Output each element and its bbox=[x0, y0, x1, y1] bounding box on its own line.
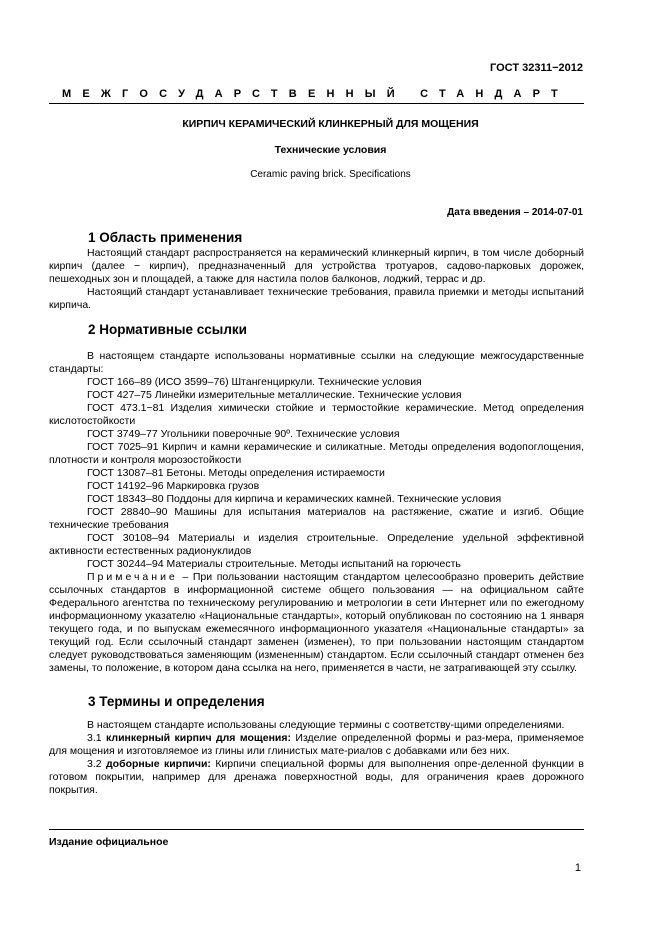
section-heading-references: 2 Нормативные ссылки bbox=[88, 322, 247, 337]
reference-item: ГОСТ 3749–77 Угольники поверочные 90º. Технические условия bbox=[87, 428, 400, 440]
reference-item: ГОСТ 14192–96 Маркировка грузов bbox=[87, 480, 260, 492]
reference-item: ГОСТ 28840–90 Машины для испытания материалов на растяжение, сжатие и изгиб. Общие технические требования bbox=[49, 506, 584, 531]
date-dash: – bbox=[523, 207, 530, 218]
document-title: КИРПИЧ КЕРАМИЧЕСКИЙ КЛИНКЕРНЫЙ ДЛЯ МОЩЕНИЯ bbox=[182, 118, 479, 130]
introduction-date bbox=[447, 207, 583, 218]
document-subtitle: Технические условия bbox=[274, 144, 387, 156]
footer-divider bbox=[49, 829, 584, 830]
term-definition bbox=[49, 732, 584, 758]
term-definition bbox=[49, 758, 584, 797]
edition-label: Издание официальное bbox=[49, 836, 169, 848]
document-code: ГОСТ 32311−2012 bbox=[490, 62, 583, 74]
reference-item: ГОСТ 30108–94 Материалы и изделия строительные. Определение удельной эффективной активности естественных радионуклидов bbox=[49, 532, 584, 557]
note-text: – При пользовании настоящим стандартом целесообразно проверить действие ссылочных стандартов в информационной системе общего пользования — на официальном сайте Федерального агентства по техническому регулированию и метрологии в сети Интернет или по ежегодному информационному указателю «Национальные стандарты», который опубликован по состоянию на 1 января текущего года, и по выпускам ежемесячного информационного указателя «Национальные стандарты» за текущий год. Если ссылочный стандарт заменен (изменен), то при пользовании настоящим стандартом следует руководствоваться заменяющим (измененным) стандартом. Если ссылочный стандарт отменен без замены, то положение, в котором дана ссылка на него, применяется в части, не затрагивающей эту ссылку. bbox=[49, 571, 584, 674]
section-scope-body bbox=[49, 247, 584, 312]
page-number: 1 bbox=[574, 862, 581, 874]
reference-item: ГОСТ 7025–91 Кирпич и камни керамические и силикатные. Методы определения водопоглощения, плотности и контроля морозостойкости bbox=[49, 441, 584, 466]
paragraph: Настоящий стандарт устанавливает технические требования, правила приемки и методы испытаний кирпича. bbox=[49, 286, 584, 311]
reference-item: ГОСТ 30244–94 Материалы строительные. Методы испытаний на горючесть bbox=[87, 558, 461, 570]
term-name: клинкерный кирпич для мощения: bbox=[106, 732, 291, 744]
reference-item: ГОСТ 13087–81 Бетоны. Методы определения истираемости bbox=[87, 467, 385, 479]
section-heading-scope: 1 Область применения bbox=[88, 230, 243, 245]
term-text: Изделие определенной формы и раз-мера, применяемое для мощения и изготовляемое из глины или глинистых мате-риалов с добавками или без них. bbox=[49, 732, 585, 757]
standard-type-banner: МЕЖГОСУДАРСТВЕННЫЙ СТАНДАРТ bbox=[62, 88, 569, 100]
term-text: Кирпичи специальной формы для выполнения опре-деленной функции в готовом покрытии, например для дренажа поверхностной воды, для ограничения краев дорожного покрытия. bbox=[49, 758, 584, 796]
paragraph: Настоящий стандарт распространяется на керамический клинкерный кирпич, в том числе доборный кирпич (далее − кирпич), предназначенный для устройства тротуаров, садово-парковых дорожек, пешеходных зон и площадей, а также для настила полов балконов, лоджий, террас и др. bbox=[49, 247, 584, 285]
reference-item: ГОСТ 427–75 Линейки измерительные металлические. Технические условия bbox=[87, 389, 462, 401]
section-heading-terms: 3 Термины и определения bbox=[88, 694, 265, 709]
paragraph: В настоящем стандарте использованы следующие термины с соответству-щими определениями. bbox=[87, 719, 565, 731]
section-references-body bbox=[49, 350, 584, 675]
reference-item: ГОСТ 18343–80 Поддоны для кирпича и керамических камней. Технические условия bbox=[87, 493, 502, 505]
term-number: 3.1 bbox=[87, 732, 102, 744]
section-terms-body bbox=[49, 719, 584, 797]
header-divider bbox=[49, 103, 584, 104]
note bbox=[49, 571, 584, 675]
term-name: доборные кирпичи: bbox=[106, 758, 211, 770]
english-title: Ceramic paving brick. Specifications bbox=[250, 169, 411, 180]
date-value: 2014-07-01 bbox=[531, 207, 583, 218]
paragraph: В настоящем стандарте использованы нормативные ссылки на следующие межгосударственные стандарты: bbox=[49, 350, 584, 375]
reference-item: ГОСТ 166–89 (ИСО 3599–76) Штангенциркули. Технические условия bbox=[87, 376, 422, 388]
date-label: Дата введения bbox=[447, 207, 521, 218]
reference-item: ГОСТ 473.1−81 Изделия химически стойкие и термостойкие керамические. Метод определения кислотостойкости bbox=[49, 402, 584, 427]
note-label: Примечание bbox=[87, 571, 178, 583]
term-number: 3.2 bbox=[87, 758, 102, 770]
